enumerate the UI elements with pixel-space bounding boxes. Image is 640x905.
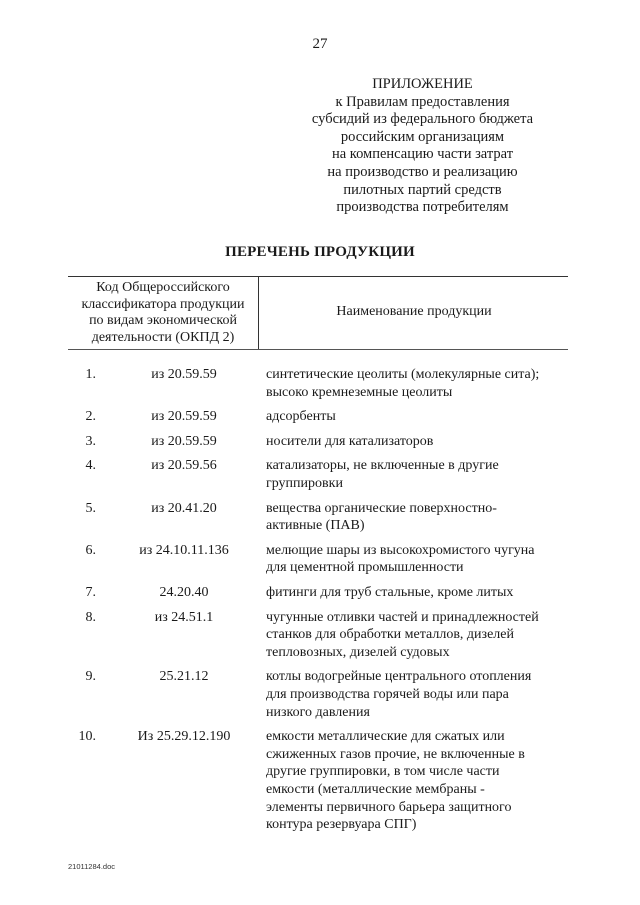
table-header-code	[70, 280, 256, 346]
row-code: из 20.59.59	[151, 433, 217, 449]
product-name-line: адсорбенты	[266, 409, 336, 425]
product-name-line: активные (ПАВ)	[266, 518, 365, 534]
row-product-name	[266, 366, 566, 401]
row-number: 6.	[85, 542, 96, 558]
row-code: 25.21.12	[159, 669, 209, 685]
row-code: 24.20.40	[159, 584, 209, 600]
appendix-line: к Правилам предоставления	[335, 93, 510, 110]
row-code: из 20.41.20	[151, 500, 217, 516]
product-list	[0, 366, 640, 841]
product-name-line: другие группировки, в том числе части	[266, 764, 500, 780]
table-row	[0, 433, 640, 451]
row-number: 10.	[78, 729, 96, 745]
row-code: Из 25.29.12.190	[137, 729, 231, 745]
product-name-line: высоко кремнеземные цеолиты	[266, 384, 453, 400]
row-number: 3.	[85, 433, 96, 449]
row-product-name	[266, 609, 566, 662]
row-code: из 20.59.56	[151, 458, 217, 474]
table-column-divider	[258, 276, 259, 349]
row-number: 5.	[85, 500, 96, 516]
product-name-line: емкости металлические для сжатых или	[266, 729, 505, 745]
table-row	[0, 457, 640, 492]
table-header-name: Наименование продукции	[336, 304, 492, 319]
appendix-line: на компенсацию части затрат	[331, 146, 514, 163]
row-code: из 20.59.59	[151, 367, 217, 382]
product-name-line: для производства горячей воды или пара	[266, 686, 509, 702]
table-top-border	[68, 276, 568, 277]
row-product-name	[266, 457, 566, 492]
row-product-name	[266, 500, 566, 535]
row-product-name	[266, 433, 566, 451]
table-header-border	[68, 349, 568, 350]
product-name-line: мелющие шары из высокохромистого чугуна	[266, 542, 535, 558]
product-name-line: элементы первичного барьера защитного	[266, 799, 512, 815]
table-row	[0, 542, 640, 577]
appendix-line: пилотных партий средств	[343, 181, 502, 198]
file-name-footer: 21011284.doc	[68, 862, 115, 871]
appendix-line: российским организациям	[340, 128, 505, 145]
product-name-line: вещества органические поверхностно-	[266, 500, 497, 516]
product-name-line: чугунные отливки частей и принадлежностей	[266, 609, 539, 625]
product-name-line: для цементной промышленности	[266, 560, 464, 576]
row-code: из 24.51.1	[154, 609, 214, 625]
table-row	[0, 366, 640, 401]
product-name-line: емкости (металлические мембраны -	[266, 781, 485, 797]
product-name-line: тепловозных, дизелей судовых	[266, 644, 450, 660]
product-name-line: низкого давления	[266, 704, 370, 720]
row-number: 9.	[85, 669, 96, 685]
product-name-line: группировки	[266, 475, 343, 491]
document-title: ПЕРЕЧЕНЬ ПРОДУКЦИИ	[225, 244, 415, 260]
product-name-line: котлы водогрейные центрального отопления	[266, 669, 532, 685]
row-number: 1.	[85, 367, 96, 382]
page-number: 27	[312, 36, 328, 52]
row-product-name	[266, 728, 566, 834]
table-row	[0, 500, 640, 535]
row-code: из 20.59.59	[151, 409, 217, 425]
appendix-line: производства потребителям	[336, 199, 509, 216]
row-code: из 24.10.11.136	[139, 542, 229, 558]
header-code-line: деятельности (ОКПД 2)	[91, 329, 235, 345]
table-row	[0, 609, 640, 662]
product-name-line: сжиженных газов прочие, не включенные в	[266, 746, 525, 762]
row-product-name	[266, 408, 566, 426]
product-name-line: носители для катализаторов	[266, 433, 434, 449]
row-product-name	[266, 542, 566, 577]
product-name-line: фитинги для труб стальные, кроме литых	[266, 584, 514, 600]
row-product-name	[266, 584, 566, 602]
appendix-line: на производство и реализацию	[327, 163, 518, 180]
header-code-line: классификатора продукции	[81, 296, 245, 312]
row-number: 8.	[85, 609, 96, 625]
product-name-line: станков для обработки металлов, дизелей	[266, 627, 514, 643]
appendix-heading	[280, 76, 565, 217]
table-row	[0, 584, 640, 602]
product-name-line: катализаторы, не включенные в другие	[266, 458, 499, 474]
row-product-name	[266, 668, 566, 721]
row-number: 2.	[85, 409, 96, 425]
header-code-line: по видам экономической	[89, 313, 237, 329]
table-row	[0, 668, 640, 721]
table-row	[0, 408, 640, 426]
appendix-line: ПРИЛОЖЕНИЕ	[372, 76, 473, 92]
product-name-line: синтетические цеолиты (молекулярные сита);	[266, 367, 540, 382]
product-name-line: контура резервуара СПГ)	[266, 817, 417, 833]
row-number: 4.	[85, 458, 96, 474]
row-number: 7.	[85, 584, 96, 600]
appendix-line: субсидий из федерального бюджета	[311, 111, 534, 128]
table-row	[0, 728, 640, 834]
header-code-line: Код Общероссийского	[96, 280, 230, 295]
